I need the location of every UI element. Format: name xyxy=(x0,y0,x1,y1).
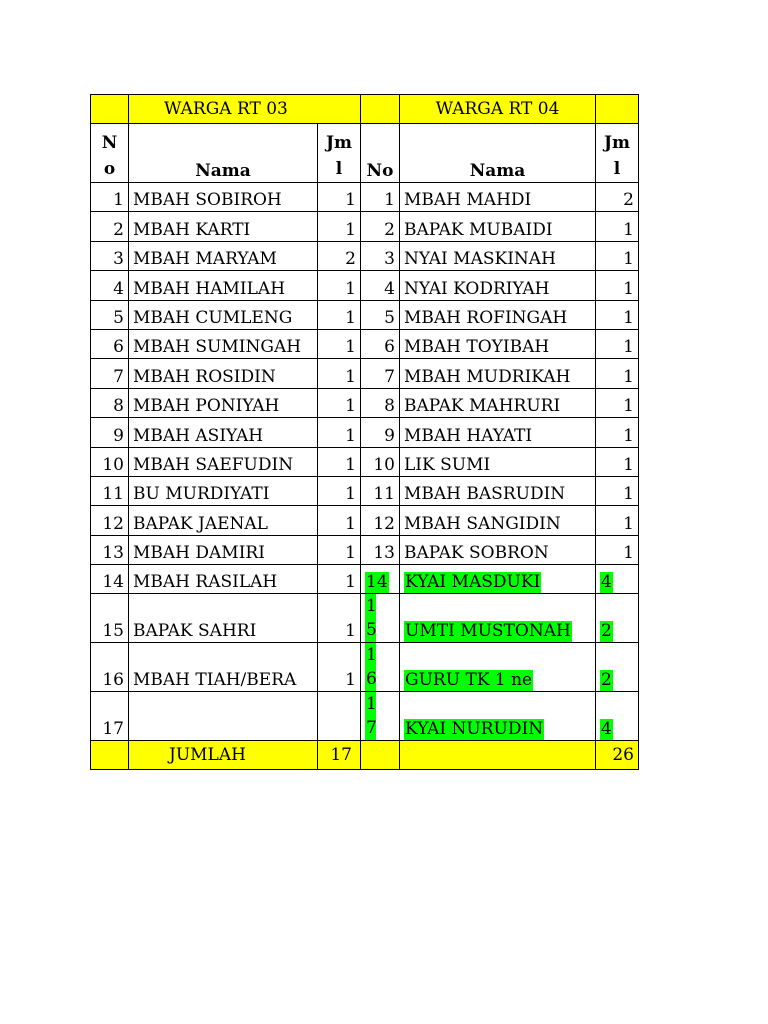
row-jml-rt03: 1 xyxy=(318,212,361,241)
row-name-rt03: MBAH CUMLENG xyxy=(129,300,318,329)
row-name-rt03: MBAH ASIYAH xyxy=(129,418,318,447)
row-name-rt03: MBAH PONIYAH xyxy=(129,388,318,417)
row-no-rt03: 11 xyxy=(91,476,129,505)
total-rt03: 17 xyxy=(318,741,361,770)
row-name-rt04: MBAH SANGIDIN xyxy=(400,506,596,535)
row-no-rt03: 2 xyxy=(91,212,129,241)
row-jml-rt03: 1 xyxy=(318,271,361,300)
row-name-rt04: NYAI KODRIYAH xyxy=(400,271,596,300)
row-jml-rt03: 2 xyxy=(318,241,361,270)
row-name-rt03: MBAH SUMINGAH xyxy=(129,329,318,358)
row-jml-rt03: 1 xyxy=(318,447,361,476)
header-jml-left: Jm l xyxy=(318,124,361,183)
row-jml-rt03: 1 xyxy=(318,565,361,594)
row-name-rt03 xyxy=(129,692,318,741)
row-name-rt04: GURU TK 1 ne xyxy=(405,670,533,691)
total-rt04: 26 xyxy=(596,741,639,770)
table-row xyxy=(91,359,639,388)
row-no-rt04: 2 xyxy=(361,212,400,241)
row-name-rt04: MBAH TOYIBAH xyxy=(400,329,596,358)
row-jml-rt03: 1 xyxy=(318,506,361,535)
row-no-rt03: 4 xyxy=(91,271,129,300)
row-no-rt04: 1 xyxy=(361,183,400,212)
row-jml-rt03: 1 xyxy=(318,535,361,564)
row-no-rt04: 4 xyxy=(361,271,400,300)
row-name-rt04: MBAH ROFINGAH xyxy=(400,300,596,329)
table-row xyxy=(91,183,639,212)
row-name-rt03: MBAH SOBIROH xyxy=(129,183,318,212)
table-body xyxy=(91,183,639,741)
row-no-rt03: 5 xyxy=(91,300,129,329)
row-no-rt03: 1 xyxy=(91,183,129,212)
row-name-rt04: KYAI NURUDIN xyxy=(405,719,544,740)
row-jml-rt03: 1 xyxy=(318,388,361,417)
total-spacer xyxy=(400,741,596,770)
row-jml-rt04: 1 xyxy=(596,300,639,329)
row-no-rt03: 8 xyxy=(91,388,129,417)
resident-table xyxy=(90,94,639,770)
row-name-rt04: LIK SUMI xyxy=(400,447,596,476)
row-no-rt04: 14 xyxy=(366,572,388,593)
row-no-rt04: 13 xyxy=(361,535,400,564)
row-name-rt03: MBAH MARYAM xyxy=(129,241,318,270)
total-label: JUMLAH xyxy=(129,741,318,770)
row-name-rt04: UMTI MUSTONAH xyxy=(405,621,571,642)
row-no-rt04: 7 xyxy=(361,359,400,388)
row-no-rt04: 9 xyxy=(361,418,400,447)
table-row xyxy=(91,565,639,594)
row-jml-rt03: 1 xyxy=(318,183,361,212)
table-row xyxy=(91,418,639,447)
row-name-rt03: MBAH HAMILAH xyxy=(129,271,318,300)
row-name-rt03: MBAH DAMIRI xyxy=(129,535,318,564)
row-no-rt04: 8 xyxy=(361,388,400,417)
table-row xyxy=(91,329,639,358)
row-no-rt03: 3 xyxy=(91,241,129,270)
total-row xyxy=(91,741,639,770)
row-jml-rt04: 2 xyxy=(601,670,612,691)
table-row xyxy=(91,692,639,741)
table-row xyxy=(91,643,639,692)
row-no-rt03: 16 xyxy=(91,643,129,692)
row-no-rt03: 17 xyxy=(91,692,129,741)
header-no-right: No xyxy=(361,124,400,183)
row-no-rt03: 15 xyxy=(91,594,129,643)
row-name-rt03: MBAH TIAH/BERA xyxy=(129,643,318,692)
row-name-rt03: MBAH SAEFUDIN xyxy=(129,447,318,476)
row-no-rt04: 3 xyxy=(361,241,400,270)
table-row xyxy=(91,476,639,505)
row-no-rt04: 6 xyxy=(361,329,400,358)
table-row xyxy=(91,300,639,329)
row-jml-rt04: 1 xyxy=(596,447,639,476)
row-name-rt03: MBAH KARTI xyxy=(129,212,318,241)
total-spacer xyxy=(361,741,400,770)
row-jml-rt04: 4 xyxy=(601,572,612,593)
row-jml-rt04: 1 xyxy=(596,212,639,241)
table-row xyxy=(91,212,639,241)
header-no-left: N o xyxy=(91,124,129,183)
row-name-rt04: BAPAK MAHRURI xyxy=(400,388,596,417)
row-no-rt04: 17 xyxy=(366,694,377,739)
row-no-rt03: 14 xyxy=(91,565,129,594)
row-no-rt04: 12 xyxy=(361,506,400,535)
row-name-rt04: NYAI MASKINAH xyxy=(400,241,596,270)
row-jml-rt04: 1 xyxy=(596,535,639,564)
title-row xyxy=(91,95,639,124)
table-row xyxy=(91,506,639,535)
header-row xyxy=(91,124,639,183)
row-name-rt04: MBAH MAHDI xyxy=(400,183,596,212)
title-spacer xyxy=(361,95,400,124)
title-spacer xyxy=(91,95,129,124)
row-jml-rt04: 1 xyxy=(596,359,639,388)
row-jml-rt04: 1 xyxy=(596,241,639,270)
table-row xyxy=(91,388,639,417)
row-no-rt03: 13 xyxy=(91,535,129,564)
row-jml-rt04: 1 xyxy=(596,418,639,447)
row-no-rt04: 16 xyxy=(366,645,377,690)
table-row xyxy=(91,594,639,643)
row-no-rt04: 15 xyxy=(366,596,377,641)
title-spacer xyxy=(596,95,639,124)
row-name-rt04: BAPAK SOBRON xyxy=(400,535,596,564)
row-jml-rt04: 1 xyxy=(596,271,639,300)
row-jml-rt03: 1 xyxy=(318,594,361,643)
row-no-rt04: 5 xyxy=(361,300,400,329)
row-name-rt04: BAPAK MUBAIDI xyxy=(400,212,596,241)
row-jml-rt03: 1 xyxy=(318,300,361,329)
header-nama-left: Nama xyxy=(129,124,318,183)
table-row xyxy=(91,447,639,476)
header-jml-right: Jm l xyxy=(596,124,639,183)
row-name-rt04: KYAI MASDUKI xyxy=(405,572,541,593)
row-no-rt03: 9 xyxy=(91,418,129,447)
row-jml-rt04: 2 xyxy=(601,621,612,642)
row-name-rt03: MBAH ROSIDIN xyxy=(129,359,318,388)
row-jml-rt04: 1 xyxy=(596,506,639,535)
row-no-rt04: 10 xyxy=(361,447,400,476)
row-no-rt03: 6 xyxy=(91,329,129,358)
row-jml-rt04: 1 xyxy=(596,476,639,505)
row-jml-rt03: 1 xyxy=(318,359,361,388)
row-name-rt03: BU MURDIYATI xyxy=(129,476,318,505)
rt04-title: WARGA RT 04 xyxy=(400,95,596,124)
row-name-rt04: MBAH HAYATI xyxy=(400,418,596,447)
row-jml-rt03 xyxy=(318,692,361,741)
row-jml-rt04: 1 xyxy=(596,329,639,358)
row-name-rt03: BAPAK SAHRI xyxy=(129,594,318,643)
header-nama-right: Nama xyxy=(400,124,596,183)
rt03-title: WARGA RT 03 xyxy=(129,95,361,124)
table-row xyxy=(91,241,639,270)
row-jml-rt04: 2 xyxy=(596,183,639,212)
row-no-rt03: 7 xyxy=(91,359,129,388)
total-spacer xyxy=(91,741,129,770)
row-jml-rt03: 1 xyxy=(318,329,361,358)
row-jml-rt03: 1 xyxy=(318,476,361,505)
row-jml-rt03: 1 xyxy=(318,418,361,447)
table-row xyxy=(91,535,639,564)
row-no-rt03: 12 xyxy=(91,506,129,535)
row-name-rt04: MBAH MUDRIKAH xyxy=(400,359,596,388)
row-jml-rt04: 4 xyxy=(601,719,612,740)
row-jml-rt03: 1 xyxy=(318,643,361,692)
table-row xyxy=(91,271,639,300)
row-name-rt03: MBAH RASILAH xyxy=(129,565,318,594)
row-name-rt04: MBAH BASRUDIN xyxy=(400,476,596,505)
row-jml-rt04: 1 xyxy=(596,388,639,417)
row-no-rt03: 10 xyxy=(91,447,129,476)
row-no-rt04: 11 xyxy=(361,476,400,505)
row-name-rt03: BAPAK JAENAL xyxy=(129,506,318,535)
